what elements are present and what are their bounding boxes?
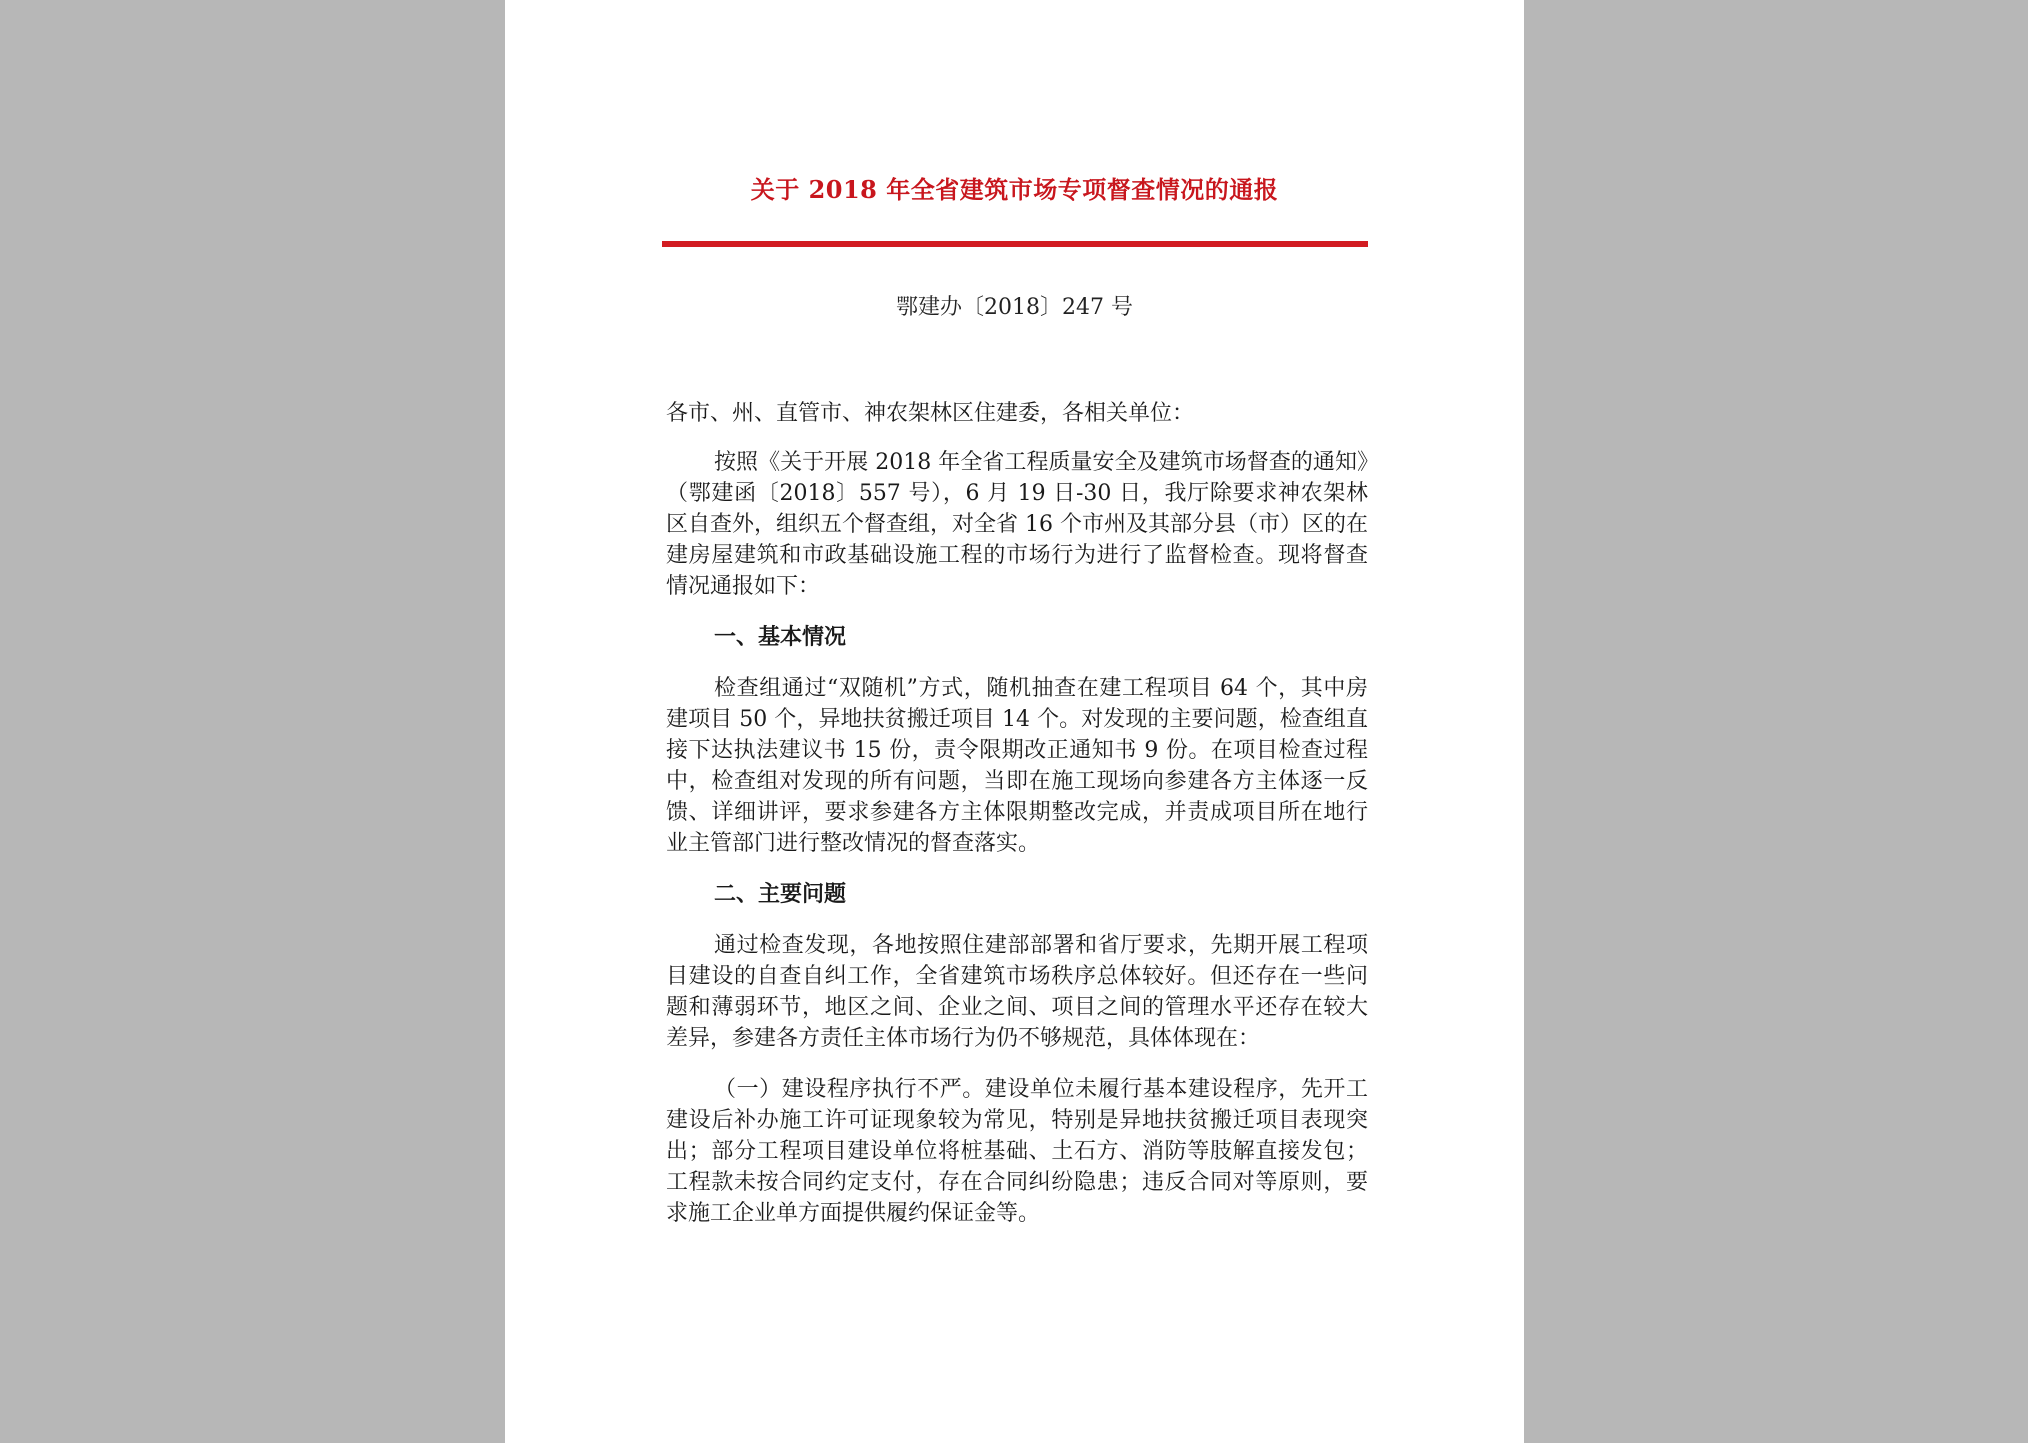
section-1-paragraph: 检查组通过“双随机”方式，随机抽查在建工程项目 64 个，其中房建项目 50 个，异地扶贫搬迁项目 14 个。对发现的主要问题，检查组直接下达执法建议书 15 份，责令限期改正通知书 9 份。在项目检查过程中，检查组对发现的所有问题，当即在施工现场向参建各方主体逐一反馈、详细讲评，要求参建各方主体限期整改完成，并责成项目所在地行业主管部门进行整改情况的督查落实。 [666,676,1368,856]
red-separator-rule [662,241,1368,247]
document-body [666,398,1368,1229]
document-title: 关于 2018 年全省建筑市场专项督查情况的通报 [750,175,1279,204]
section-2-item-1-paragraph: （一）建设程序执行不严。建设单位未履行基本建设程序，先开工建设后补办施工许可证现象较为常见，特别是异地扶贫搬迁项目表现突出；部分工程项目建设单位将桩基础、土石方、消防等肢解直接发包；工程款未按合同约定支付，存在合同纠纷隐患；违反合同对等原则，要求施工企业单方面提供履约保证金等。 [666,1077,1368,1226]
section-2-paragraph: 通过检查发现，各地按照住建部部署和省厅要求，先期开展工程项目建设的自查自纠工作，全省建筑市场秩序总体较好。但还存在一些问题和薄弱环节，地区之间、企业之间、项目之间的管理水平还存在较大差异，参建各方责任主体市场行为仍不够规范，具体体现在： [666,933,1368,1051]
document-page [505,0,1524,1443]
salutation: 各市、州、直管市、神农架林区住建委，各相关单位： [666,401,1195,426]
document-number: 鄂建办〔2018〕247 号 [896,295,1133,320]
section-2-heading: 二、主要问题 [714,881,847,907]
section-1-heading: 一、基本情况 [714,624,847,650]
intro-paragraph: 按照《关于开展 2018 年全省工程质量安全及建筑市场督查的通知》（鄂建函〔2018〕557 号），6 月 19 日-30 日，我厅除要求神农架林区自查外，组织五个督查组，对全省 16 个市州及其部分县（市）区的在建房屋建筑和市政基础设施工程的市场行为进行了监督检查。现将督查情况通报如下： [666,450,1368,599]
